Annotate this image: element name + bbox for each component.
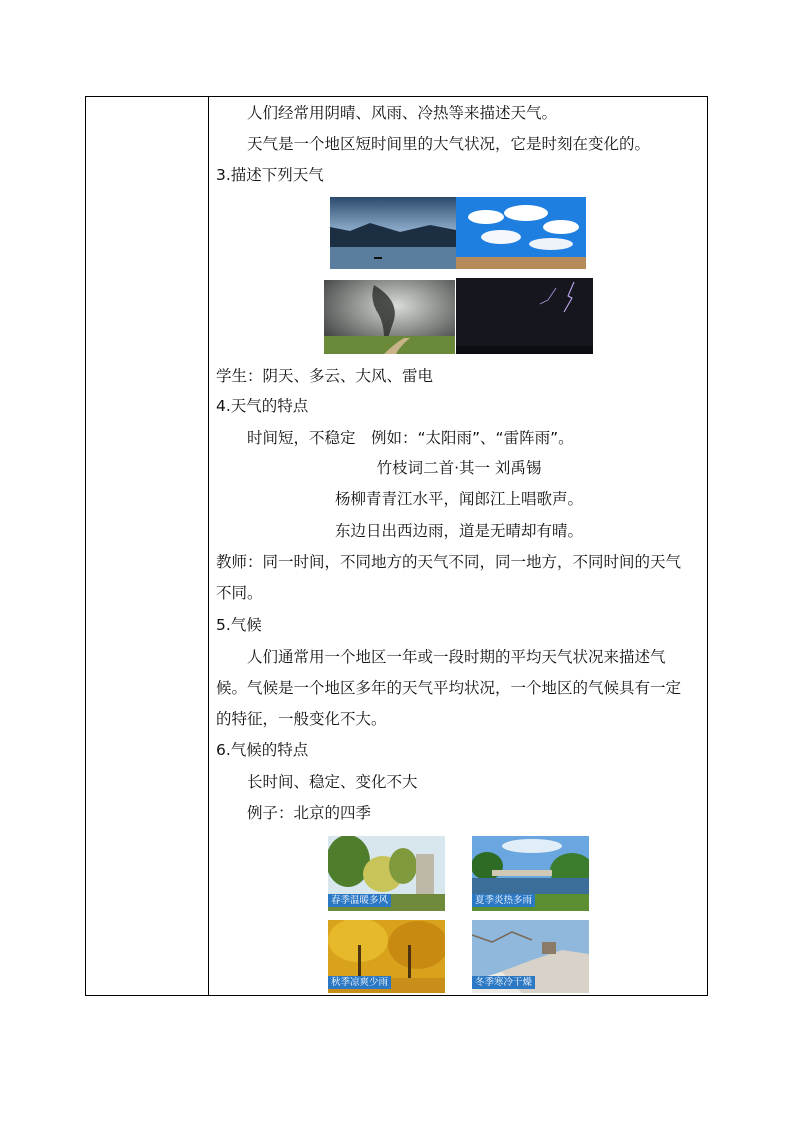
poem-line: 东边日出西边雨，道是无晴却有晴。: [334, 522, 583, 540]
summer-photo: [472, 836, 589, 911]
season-caption: 秋季凉爽少雨: [328, 976, 391, 989]
text-line: 学生：阴天、多云、大风、雷电: [216, 367, 434, 385]
overcast-lake-photo: [330, 197, 456, 269]
spring-photo: [328, 836, 445, 911]
winter-photo: [472, 920, 589, 993]
text-line: 教师：同一时间，不同地方的天气不同，同一地方，不同时间的天气: [216, 553, 682, 571]
section-heading: 4.天气的特点: [216, 397, 309, 415]
section-heading: 3.描述下列天气: [216, 166, 324, 184]
tornado-photo: [324, 280, 455, 354]
season-caption: 夏季炎热多雨: [472, 894, 535, 907]
cloudy-sky-photo: [456, 197, 586, 269]
table-left-column: [86, 97, 209, 995]
season-caption: 春季温暖多风: [328, 894, 391, 907]
autumn-photo: [328, 920, 445, 993]
section-heading: 6.气候的特点: [216, 741, 309, 759]
text-line: 人们经常用阴晴、风雨、冷热等来描述天气。: [247, 104, 558, 122]
poem-line: 杨柳青青江水平，闻郎江上唱歌声。: [334, 490, 583, 508]
lesson-table: [85, 96, 708, 996]
text-line: 不同。: [216, 584, 263, 602]
text-line: 时间短，不稳定 例如：“太阳雨”、“雷阵雨”。: [247, 429, 574, 447]
text-line: 长时间、稳定、变化不大: [247, 773, 418, 791]
text-line: 例子：北京的四季: [247, 804, 372, 822]
text-line: 的特征，一般变化不大。: [216, 710, 387, 728]
lightning-photo: [456, 278, 593, 354]
season-caption: 冬季寒冷干燥: [472, 976, 535, 989]
text-line: 天气是一个地区短时间里的大气状况，它是时刻在变化的。: [247, 135, 651, 153]
section-heading: 5.气候: [216, 616, 262, 634]
text-line: 人们通常用一个地区一年或一段时期的平均天气状况来描述气: [247, 648, 666, 666]
text-line: 候。气候是一个地区多年的天气平均状况，一个地区的气候具有一定: [216, 679, 682, 697]
poem-title: 竹枝词二首·其一 刘禹锡: [376, 459, 542, 477]
